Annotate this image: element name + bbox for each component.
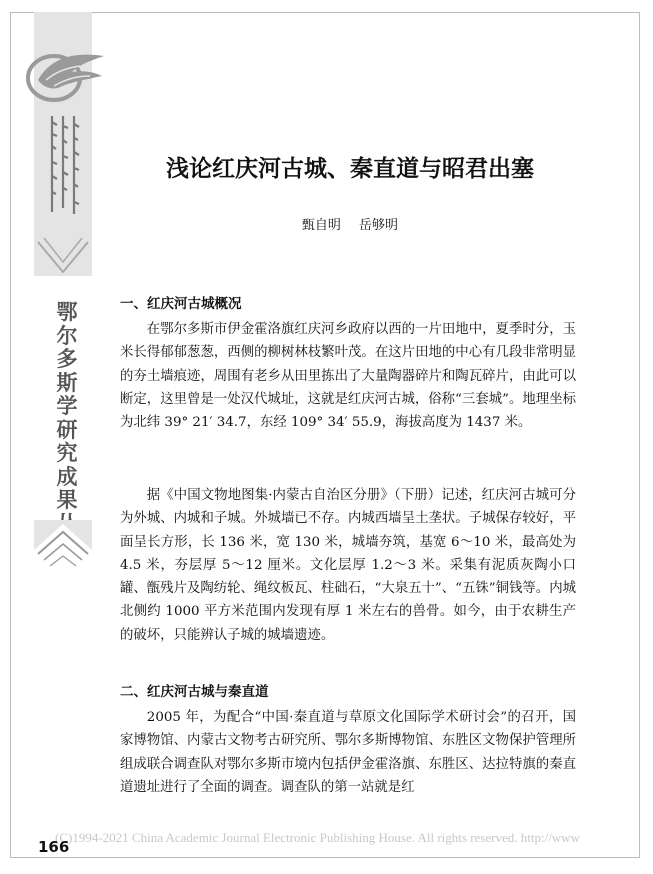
section-heading-2: 二、红庆河古城与秦直道 — [120, 684, 269, 700]
paragraph: 据《中国文物地图集·内蒙古自治区分册》（下册）记述，红庆河古城可分为外城、内城和子城。外城墙已不存。内城西墙呈土垄状。子城保存较好，平面呈长方形，长 136 米，宽 130 米，城墙夯筑，基宽 6～10 米，最高处为 4.5 米，夯层厚 5～12 厘米。文化层厚 1.2～3 米。采集有泥质灰陶小口罐、甑残片及陶纺轮、绳纹板瓦、柱础石，“大泉五十”、“五铢”铜钱等。内城北侧约 1000 平方米范围内发现有厚 1 米左右的兽骨。如今，由于农耕生产的破坏，只能辨认子城的城墙遗迹。 — [120, 488, 576, 643]
mongolian-script-decoration — [44, 112, 88, 220]
banner-chevron-ornament — [34, 228, 92, 282]
section-heading-1: 一、红庆河古城概况 — [120, 296, 242, 312]
dove-logo-icon — [24, 42, 108, 104]
series-title: 鄂尔多斯学研究成果 — [56, 299, 78, 512]
paragraph: 在鄂尔多斯市伊金霍洛旗红庆河乡政府以西的一片田地中，夏季时分，玉米长得郁郁葱葱，西侧的柳树林枝繁叶茂。在这片田地的中心有几段非常明显的夯土墙痕迹，周围有老乡从田里拣出了大量陶器碎片和陶瓦碎片，由此可以断定，这里曾是一处汉代城址，这就是红庆河古城，俗称“三套城”。地理坐标为北纬 39° 21′ 34.7，东经 109° 34′ 55.9，海拔高度为 1437 米。 — [120, 322, 576, 431]
copyright-footer: (C)1994-2021 China Academic Journal Electronic Publishing House. All rights reserved. http://www — [55, 830, 580, 845]
paragraph: 2005 年，为配合“中国·秦直道与草原文化国际学术研讨会”的召开，国家博物馆、内蒙古文物考古研究所、鄂尔多斯博物馆、东胜区文物保护管理所组成联合调查队对鄂尔多斯市境内包括伊金霍洛旗、东胜区、达拉特旗的秦直道遗址进行了全面的调查。调查队的第一站就是红 — [120, 710, 576, 795]
page-number: 166 — [38, 838, 70, 856]
article-title: 浅论红庆河古城、秦直道与昭君出塞 — [166, 155, 534, 182]
authors: 甄自明 岳够明 — [301, 218, 399, 233]
side-chevron-ornament — [34, 520, 92, 580]
